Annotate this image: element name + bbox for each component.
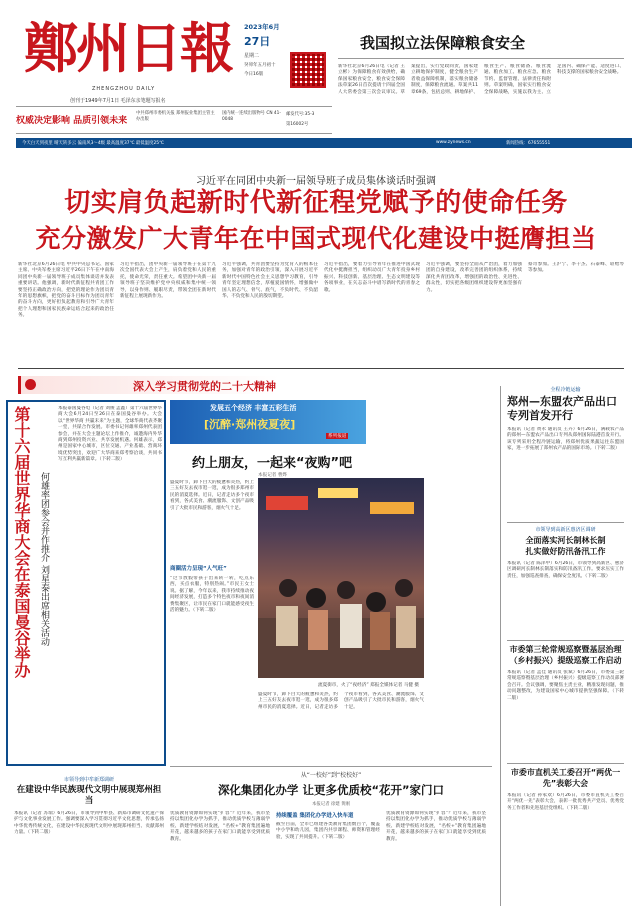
date-day: 27日 [244,35,271,48]
right-body-4: 本报讯（记者 孙家欢）6月26日，市委市直机关工委召开“两优一先”表彰大会，表彰一批优秀共产党员、优秀党务工作者和先进基层党组织。（下转二版） [507,793,624,811]
lead-kicker: 习近平在同团中央新一届领导班子成员集体谈话时强调 [196,176,436,187]
right-tag-2: 市领导到高新区惠济区调研 [535,527,596,533]
right-body-1: 本报讯（记者 黄永 通讯员 王卉）6月26日，满载农产品的郑州—东盟农产品出口专列从郑州国际陆港首发开行。该专列采用全程冷链运输，将郑州优质果蔬运往东盟国家，进一步拓展了郑州农产品的国际市场。（下转二版） [507,427,624,452]
right-body-3: 本报讯（记者 孟佳 通讯员 张斌）6月26日，市委第三轮常规巡察暨基层治理（乡村振兴）提级巡察工作动员部署会召开。会议强调，要聚焦主责主业，精准发现问题，推动问题整改，为建设国家中心城市提供坚强保障。（下转二版） [507,670,624,701]
qr-code-icon[interactable] [290,52,326,88]
bottom-left-body: 本报讯（记者 苏瑞）6月26日，市领导到中牟县、新郑市调研文化遗产保护与文化事业发展工作。强调要深入学习贯彻习近平文化思想，传承弘扬中华优秀传统文化，在建设中华民族现代文明中展现郑州担当、贡献郑州力量。（下转二版） [14,811,164,836]
night-byline: 本报记者 曹烨 [258,473,288,478]
night-text-right [258,692,424,760]
night-body: 盛夏时节，卸下白天的疲惫和炎热，约上三五好友去夜市逛一逛，成为很多郑州市民的消夏选择。近日，记者走访多个夜市看到，各式美食、潮流服饰、文创产品吸引了大批市民和游客，烟火气十足。 [170,480,254,511]
night-body-2: “过节放假带孩子出来转一转，吃点东西，买点衣服，特别热闹。”市民王女士说。据了解，今年以来，我市持续推动夜间经济发展，打造多个特色夜市和夜间消费集聚区，让市民在家门口就能感受夜生活的魅力。（下转二版） [170,576,254,614]
right-divider-1 [507,522,624,523]
right-headline-3[interactable]: 市委第三轮常规巡察暨基层治理（乡村振兴）提级巡察工作启动 [509,645,622,665]
weekday: 星期二 [244,53,260,59]
school-body-2: 截至目前，全市已组建各类教育集团数百个，覆盖中小学和幼儿园，集团内共享课程、师资和管理经验，实现了共同提升。（下转二版） [276,822,380,840]
rule-above-bottom [170,766,492,767]
school-kicker: 从“一校好”到“校校好” [300,772,362,779]
right-headline-2[interactable]: 全面落实河长制林长制 扎实做好防汛备汛工作 [525,536,606,556]
night-banner-tag: 系列报道 [328,434,347,439]
lead-col-4: 习近平指出，要着力引导青年在推进中国式现代化中挺膺担当，组织动员广大青年投身乡村振兴、科技创新、基层治理、生态文明建设等各项事业，在矢志奋斗中谱写新时代的青春之歌。 [324,262,420,293]
right-headline-1[interactable]: 郑州—东盟农产品出口专列首发开行 [507,395,617,422]
expo-story [6,400,166,766]
expo-title[interactable]: 第十六届世界华商大会在泰国曼谷举办 [12,406,31,678]
weather-info: 今天白天到夜里 晴天转多云 偏南风3～4级 最高温度37℃ 最低温度25℃ [22,141,164,146]
edition-count: 今日16版 [244,72,264,77]
right-tag-1: 全程冷链运输 [550,387,581,393]
night-body-continued: 盛夏时节，卸下白天的疲惫和炎热，约上三五好友去夜市逛一逛，成为很多郑州市民的消夏选择。近日，记者走访多个夜市看到，各式美食、潮流服饰、文创产品吸引了大批市民和游客，烟火气十足。 [258,692,424,710]
publisher-info: 中共郑州市委机关报 郑州报业集团主管主办出版 [136,111,215,122]
school-sub-heading: 持续覆盖 集团化办学进入快车道 [276,813,354,819]
website-link[interactable]: www.zynews.cn [436,140,471,145]
night-text [170,480,254,680]
info-bar [16,138,632,148]
lead-col-1: 新华社北京6月26日电 中共中央总书记、国家主席、中央军委主席习近平26日下午在中南海同团中央新一届领导班子成员集体谈话并发表重要讲话。他强调，新时代新征程共青团工作要坚持正确政治方向，把党的理论作为团员青年的思想旗帜，把党的奋斗目标作为团员青年的奋斗方向，更好担负起教育和引导广大青年把个人理想和国家民族命运结合起来的政治任务。 [18,262,114,319]
lead-col-6: 蔡奇参加。王沪宁、李干杰、石泰峰、谌贻琴等参加。 [528,262,624,274]
date-box [244,22,292,100]
night-banner [170,400,366,444]
lead-col-3: 习近平强调，共青团要坚持为党育人的根本任务，加强对青年的政治引领，深入开展习近平新时代中国特色社会主义思想学习教育，引导青年坚定理想信念，厚植爱国情怀，增强做中国人的志气、骨气、底气，不负时代、不负韶华、不负党和人民的殷切期望。 [222,262,318,300]
school-story [170,770,492,906]
lead-headline-1[interactable]: 切实肩负起新时代新征程党赋予的使命任务 [64,188,568,218]
school-columns [170,811,492,898]
lead-col-2: 习近平指出，团中央新一届领导班子在第十九次全国代表大会上产生，肩负着党和人民的重托，使命光荣，责任重大。希望团中央新一届领导班子坚决维护党中央权威和集中统一领导，以身作则、履职尽责，带领全团在新时代新征程上展现新作为。 [120,262,216,300]
night-sub-heading: 商圈活力呈现“人气旺” [170,566,227,572]
school-body-3: 优质教育资源如何实现“扩容”？近年来，我市坚持以集团化办学为抓手，推动优质学校与薄弱学校、新建学校结对发展，“名校+”教育集团遍地开花，越来越多的孩子在家门口就能享受到优质教育。 [386,811,486,842]
study-banner-text: 深入学习贯彻党的二十大精神 [133,380,276,393]
lead-col-5: 习近平强调，要坚持全面从严治团，着力加强团的自身建设，改革完善团的组织体系，持续深化共青团改革，增强团的政治性、先进性、群众性，切实把各级团组织建设得更加坚强有力。 [426,262,522,293]
bottom-left-tag: 市领导到中牟新郑调研 [63,777,114,783]
date-year: 2023年6月 [244,23,280,31]
expo-subtitle: 何雄率团参会并作推介 刘星泰出席相关活动 [39,472,49,646]
night-title[interactable]: 约上朋友，一起来“夜购”吧 [192,456,353,471]
top-story-rule [338,58,624,59]
right-divider-3 [507,763,624,764]
bottom-left-title[interactable]: 在建设中华民族现代文明中展现郑州担当 [16,785,162,806]
school-body: 优质教育资源如何实现“扩容”？近年来，我市坚持以集团化办学为抓手，推动优质学校与薄弱学校、新建学校结对发展，“名校+”教育集团遍地开花，越来越多的孩子在家门口就能享受到优质教育。 [170,811,270,842]
school-col-2 [276,811,380,898]
night-market-photo-art [258,478,424,678]
top-story-title[interactable]: 我国拟立法保障粮食安全 [360,34,526,52]
lunar-date: 癸卯年五月初十 [244,63,276,68]
study-banner [18,376,390,394]
lead-body [18,262,624,362]
news-hotline: 新闻热线：67655551 [506,141,551,146]
post-code: 邮发代号:35-3 [286,112,315,117]
slogan: 权威决定影响 品质引领未来 [16,116,128,126]
right-divider-2 [507,640,624,641]
issue-number: 第16002号 [286,122,309,127]
cn-number: 国内统一连续出版物号 CN 41-0048 [222,111,281,122]
night-photo-caption: 流夏街市，火了“夜经济” 郑报全媒体记者 马健 摄 [318,683,420,688]
logo-pinyin: ZHENGZHOU DAILY [92,86,156,92]
newspaper-logo: 鄭州日報 [24,16,232,80]
night-market-photo [258,478,424,678]
rule-under-lead [18,368,624,369]
right-headline-4[interactable]: 市委市直机关工委召开“两优一先”表彰大会 [510,768,621,788]
top-story-body: 新华社北京6月26日电（记者 王立彬）为保障粮食有效供给，确保国家粮食安全，粮食安全保障法草案26日首次提请十四届全国人大常委会第三次会议审议。草案提出，实行党政同责，国家建立耕地保护制度，健全粮食生产者收益保障机制，落实粮食储备制度，保障粮食流通。草案共11章69条，包括总则、耕地保护、粮食生产、粮食储备、粮食流通、粮食加工、粮食应急、粮食节约、监督管理、法律责任和附则。草案明确，国家实行粮食安全保障战略，实施以我为主、立足国内、确保产能、适度进口、科技支撑的国家粮食安全战略。 [338,64,624,95]
party-emblem-icon [25,379,36,390]
night-banner-top: 发展五个经济 丰富五彩生活 [210,404,297,412]
top-story [338,18,624,136]
expo-body: 本报泰国曼谷电（记者 刘俊 孟鑫）第十六届世界华商大会6月24日至26日在泰国曼谷举办。大会以“世界华商 共赢未来”为主题，全球华商代表齐聚一堂，共谋合作发展。市委书记何雄率郑州代表团参会，并在大会主题论坛上作推介，诚邀海内外华商到郑州投资兴业、共享发展机遇。何雄表示，郑州是国家中心城市，区位交通、产业基础、营商环境优势突出，欢迎广大华商来郑考察洽谈，共同书写互利共赢新篇章。（下转二版） [58,406,162,463]
school-title[interactable]: 深化集团化办学 让更多优质校“花开”家门口 [217,783,445,797]
founded-line: 创刊于1949年7月1日 毛泽东亲笔题写报名 [70,98,166,104]
night-banner-mid: [沉醉·郑州夜夏夜] [204,418,296,431]
slogan-bar [16,106,332,134]
bottom-left-story [14,776,164,906]
right-body-2: 本报讯（记者 陈泽中）6月26日，市领导到高新区、惠济区调研河长制林长制落实和防汛备汛工作。要求压实工作责任，加强巡查排查，确保安全度汛。（下转二版） [507,561,624,579]
right-column [500,386,624,906]
school-byline: 本报记者 徐建 黄刚 [312,802,350,807]
lead-headline-2[interactable]: 充分激发广大青年在中国式现代化建设中挺膺担当 [35,224,597,253]
